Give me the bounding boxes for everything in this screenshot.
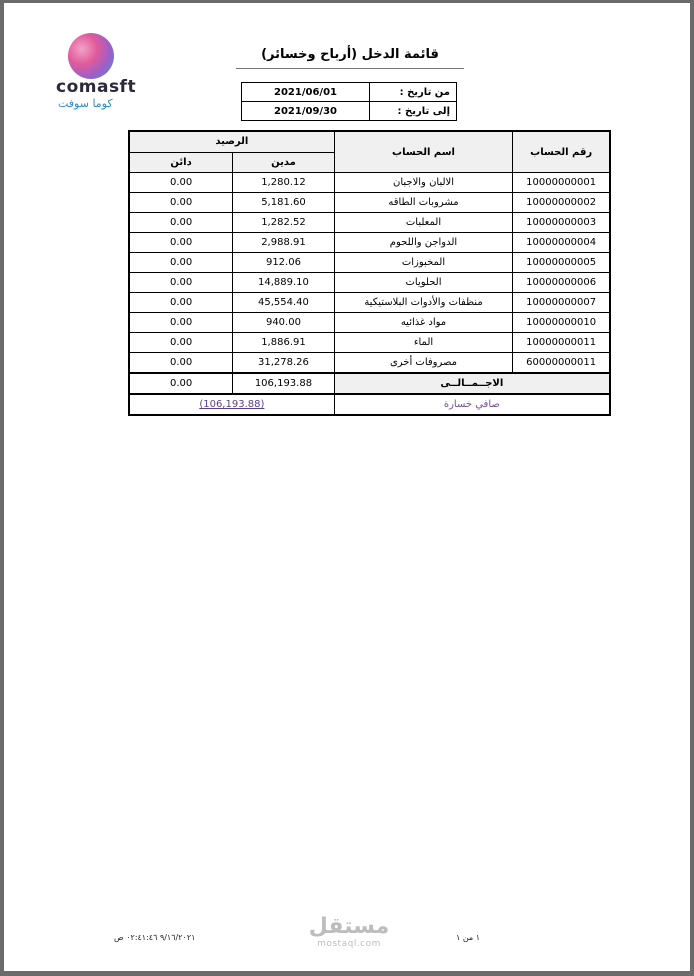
account-name: منظفات والأدوات البلاستيكية <box>334 293 513 313</box>
account-rows <box>129 173 610 416</box>
net-loss-label: صافي خسارة <box>334 394 610 415</box>
logo-name: comasft <box>56 77 137 97</box>
to-date-value: 2021/09/30 <box>242 102 370 121</box>
header-account-number: رقم الحساب <box>513 131 610 173</box>
debit-amount: 1,280.12 <box>233 173 335 193</box>
table-row <box>129 353 610 374</box>
account-name: الحلويات <box>334 273 513 293</box>
header-account-name: اسم الحساب <box>334 131 513 173</box>
total-credit: 0.00 <box>129 373 233 394</box>
account-number: 10000000002 <box>513 193 610 213</box>
account-number: 10000000010 <box>513 313 610 333</box>
debit-amount: 1,282.52 <box>233 213 335 233</box>
header-credit: دائن <box>129 152 233 173</box>
account-name: مصروفات أخرى <box>334 353 513 374</box>
table-row <box>129 273 610 293</box>
date-range-table <box>241 82 457 121</box>
table-row <box>129 333 610 353</box>
table-row <box>129 193 610 213</box>
account-number: 10000000007 <box>513 293 610 313</box>
logo-graphic <box>68 33 114 79</box>
debit-amount: 2,988.91 <box>233 233 335 253</box>
title-divider <box>236 68 464 69</box>
print-timestamp: ٩/١٦/٢٠٢١ ٠٢:٤١:٤٦ ص <box>114 933 196 942</box>
header-debit: مدين <box>233 152 335 173</box>
table-row <box>129 233 610 253</box>
table-row <box>129 313 610 333</box>
from-date-value: 2021/06/01 <box>242 83 370 102</box>
account-number: 10000000004 <box>513 233 610 253</box>
total-row <box>129 373 610 394</box>
total-label: الاجــمــالــى <box>334 373 610 394</box>
table-row <box>129 173 610 193</box>
account-name: المخبوزات <box>334 253 513 273</box>
income-statement-table <box>128 130 611 416</box>
debit-amount: 14,889.10 <box>233 273 335 293</box>
debit-amount: 31,278.26 <box>233 353 335 374</box>
total-debit: 106,193.88 <box>233 373 335 394</box>
debit-amount: 45,554.40 <box>233 293 335 313</box>
account-number: 10000000003 <box>513 213 610 233</box>
credit-amount: 0.00 <box>129 313 233 333</box>
account-number: 10000000006 <box>513 273 610 293</box>
table-row <box>129 293 610 313</box>
from-date-label: من تاريخ : <box>370 83 457 102</box>
report-title: قائمة الدخل (أرباح وخسائر) <box>261 47 439 62</box>
debit-amount: 912.06 <box>233 253 335 273</box>
account-name: الماء <box>334 333 513 353</box>
credit-amount: 0.00 <box>129 253 233 273</box>
net-loss-value: (106,193.88) <box>129 394 334 415</box>
logo-arabic-name: كوما سوفت <box>58 97 113 110</box>
company-logo <box>54 33 137 115</box>
account-number: 10000000011 <box>513 333 610 353</box>
account-name: مواد غذائيه <box>334 313 513 333</box>
credit-amount: 0.00 <box>129 173 233 193</box>
credit-amount: 0.00 <box>129 213 233 233</box>
table-row <box>129 253 610 273</box>
page-number: ١ من ١ <box>456 933 481 942</box>
account-number: 60000000011 <box>513 353 610 374</box>
debit-amount: 940.00 <box>233 313 335 333</box>
account-name: الدواجن واللحوم <box>334 233 513 253</box>
credit-amount: 0.00 <box>129 293 233 313</box>
account-name: المعلبات <box>334 213 513 233</box>
credit-amount: 0.00 <box>129 193 233 213</box>
account-name: مشروبات الطاقه <box>334 193 513 213</box>
to-date-label: إلى تاريخ : <box>370 102 457 121</box>
debit-amount: 5,181.60 <box>233 193 335 213</box>
header-balance: الرصيد <box>129 131 334 152</box>
watermark-latin: mostaql.com <box>317 939 381 949</box>
table-row <box>129 213 610 233</box>
net-row <box>129 394 610 415</box>
credit-amount: 0.00 <box>129 233 233 253</box>
credit-amount: 0.00 <box>129 333 233 353</box>
account-number: 10000000005 <box>513 253 610 273</box>
account-number: 10000000001 <box>513 173 610 193</box>
credit-amount: 0.00 <box>129 353 233 374</box>
mostaql-watermark <box>304 915 394 949</box>
report-page <box>4 3 690 971</box>
watermark-arabic: مستقل <box>308 914 390 939</box>
debit-amount: 1,886.91 <box>233 333 335 353</box>
account-name: الالبان والاجبان <box>334 173 513 193</box>
credit-amount: 0.00 <box>129 273 233 293</box>
